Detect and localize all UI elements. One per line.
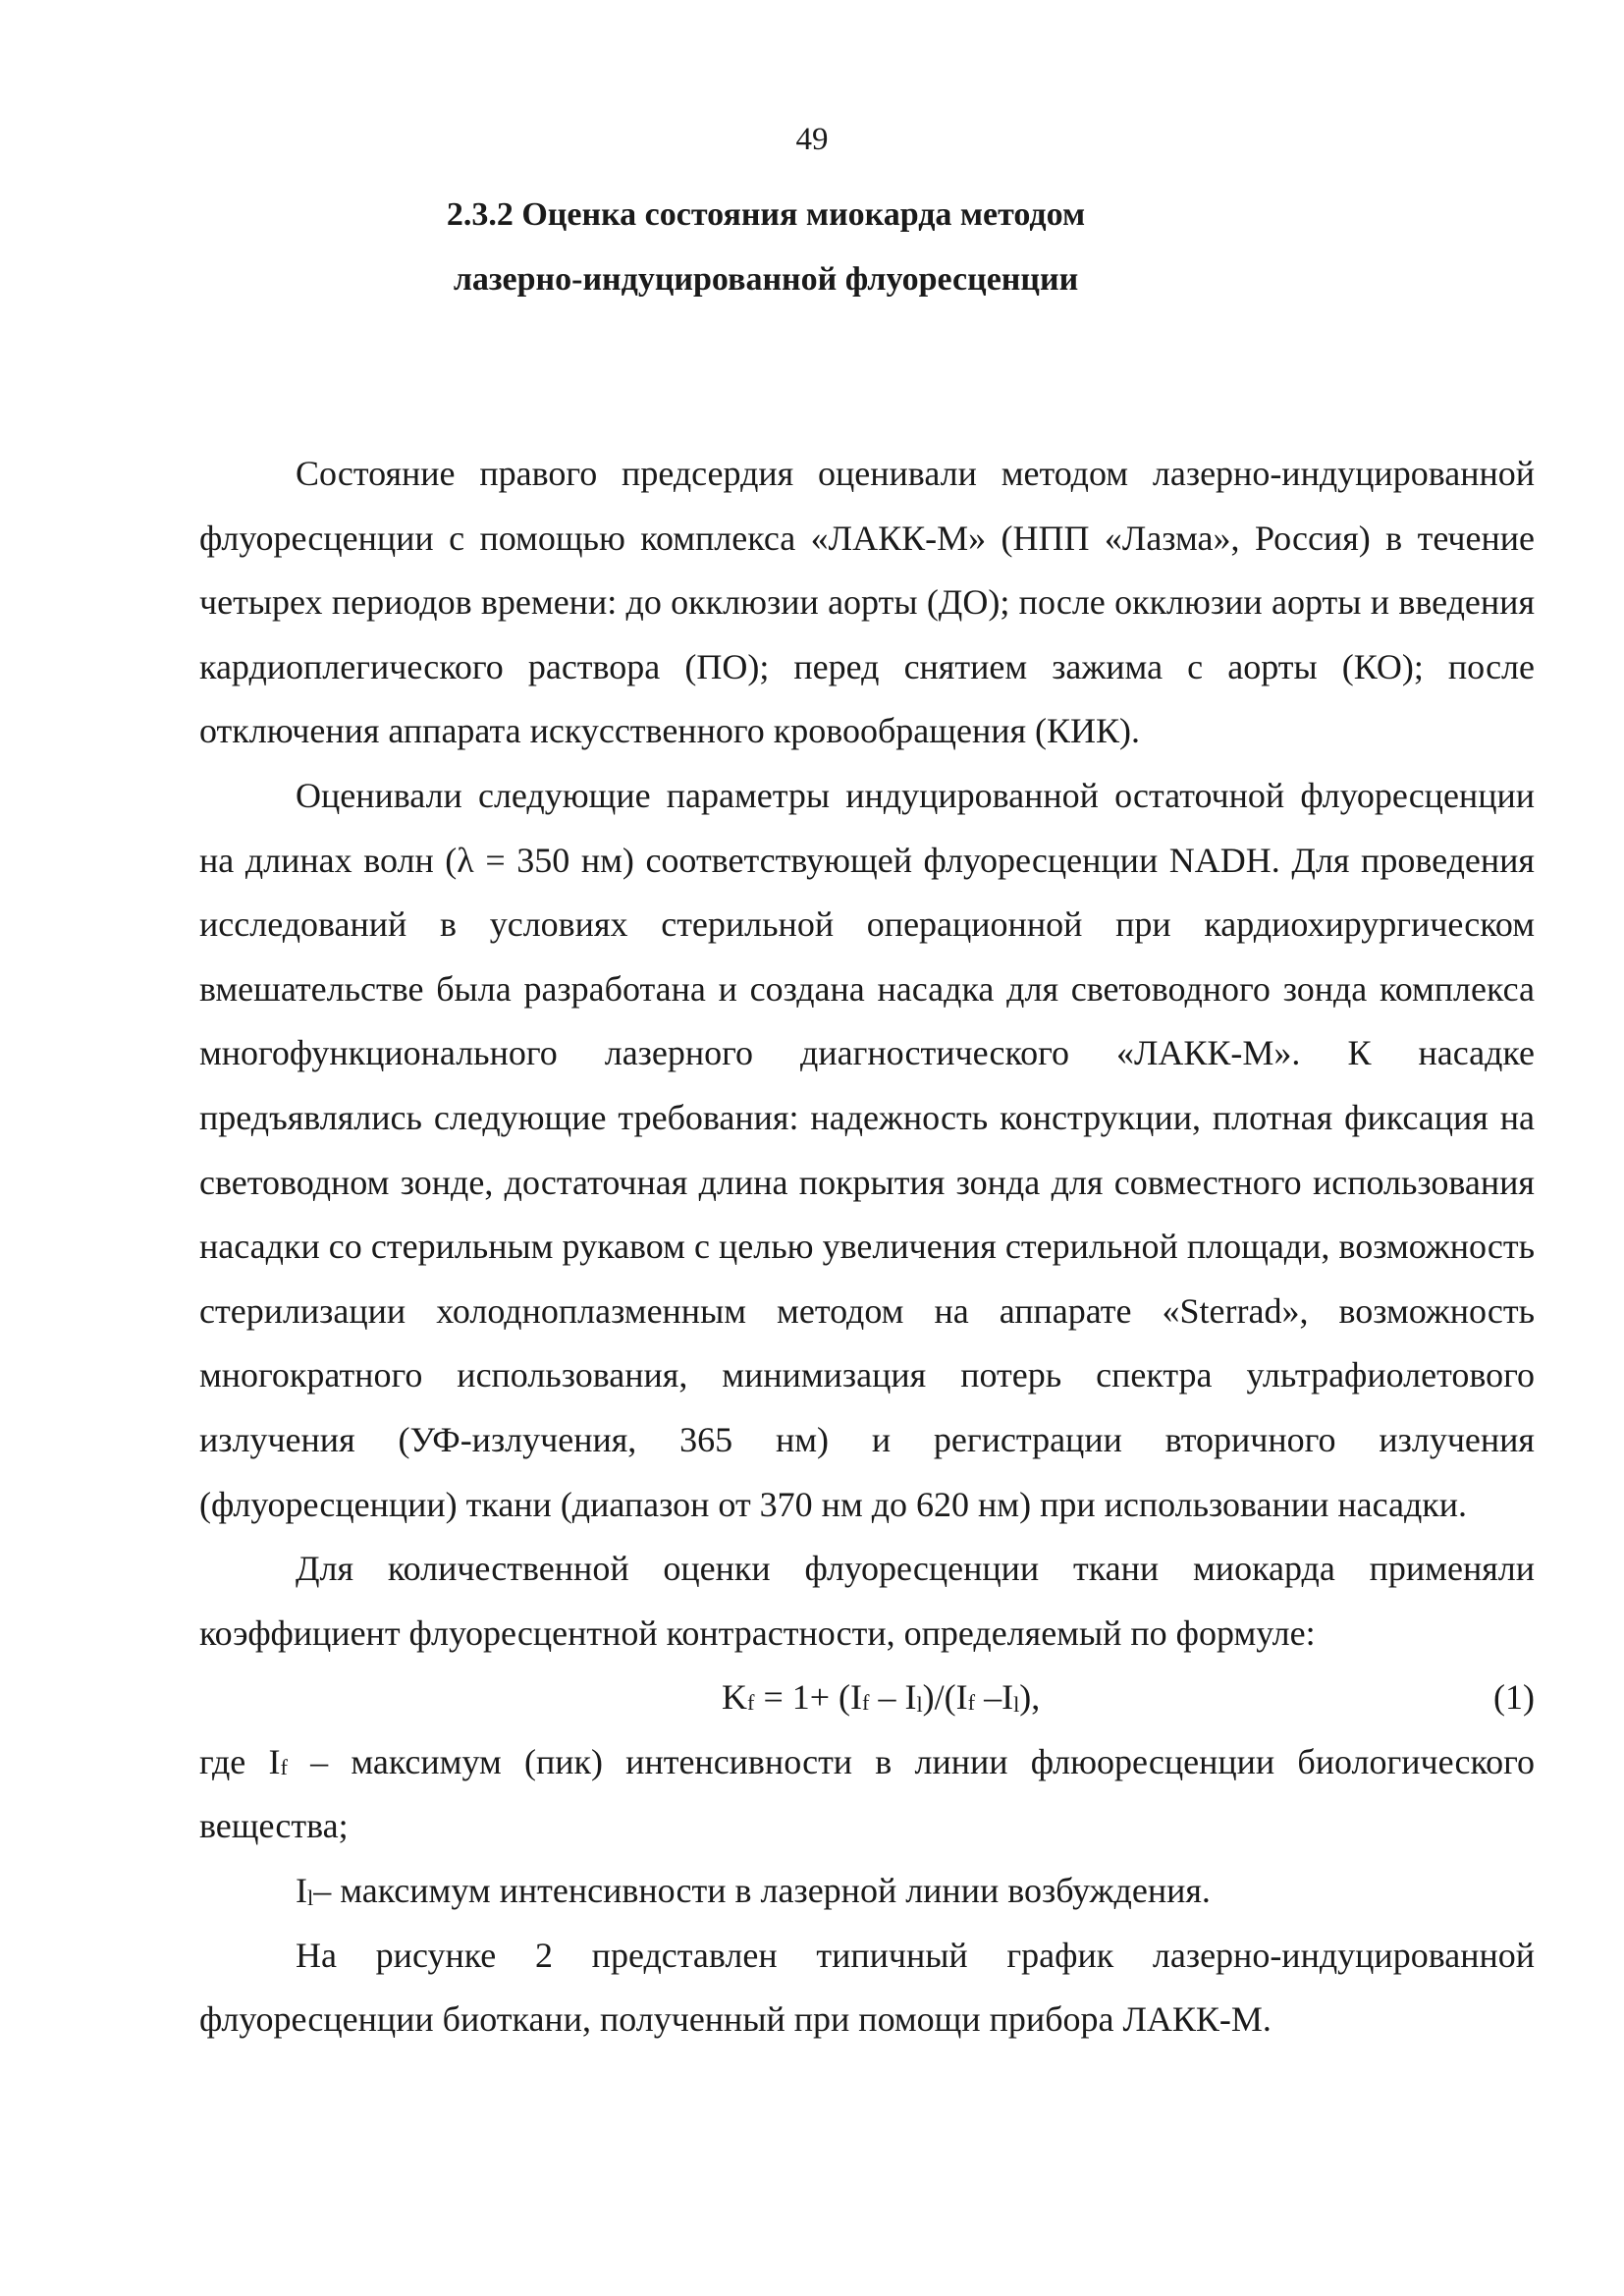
paragraph-il: $I_l-$ максимум интенсивности в лазерной линии возбуждения. [296, 1871, 1211, 1911]
paragraph-where-if: где $I_f$ – максимум (пик) интенсивности в линии флюоресценции биологического вещества; [199, 1741, 1535, 1846]
formula-number: (1) [1493, 1677, 1535, 1718]
paragraph-lif-assessment: Состояние правого предсердия оценивали методом лазерно-индуцированной флуоресценции с помощью комплекса «ЛАКК-М» (НПП «Лазма», Россия) в течение четырех периодов времени: до окклюзии аорты (ДО); после окклюзии аорты и введения кардиоплегического раствора (ПО); перед снятием зажима с аорты (КО); после отключения аппарата искусственного кровообращения (КИК). [199, 454, 1535, 751]
section-heading-line-2: лазерно-индуцированной флуоресценции [453, 261, 1079, 298]
paragraph-parameters: Оценивали следующие параметры индуцированной остаточной флуоресценции на длинах волн (λ = 350 нм) соответствующей флуоресценции NADH. Для проведения исследований в условиях стерильной операционной при кардиохирургическом вмешательстве была разработана и создана насадка для световодного зонда комплекса многофункционального лазерного диагностического «ЛАКК-М». К насадке предъявлялись следующие требования: надежность конструкции, плотная фиксация на световодном зонде, достаточная длина покрытия зонда для совместного использования насадки со стерильным рукавом с целью увеличения стерильной площади, возможность стерилизации холодноплазменным методом на аппарате «Sterrad», возможность многократного использования, минимизация потерь спектра ультрафиолетового излучения (УФ-излучения, 365 нм) и регистрации вторичного излучения (флуоресценции) ткани (диапазон от 370 нм до 620 нм) при использовании насадки. [199, 775, 1535, 1524]
document-body [199, 442, 1535, 2052]
paragraph-figure-reference: На рисунке 2 представлен типичный график лазерно-индуцированной флуоресценции биоткани, полученный при помощи прибора ЛАКК-М. [199, 1935, 1535, 2040]
formula-line [199, 1666, 1535, 1730]
section-heading [196, 183, 1335, 312]
page-number: 49 [795, 122, 829, 157]
formula: $K_f = 1+ (I_f - I_l)/(I_f$ $-I_l$), [722, 1677, 1041, 1718]
section-heading-line-1: 2.3.2 Оценка состояния миокарда методом [446, 196, 1086, 233]
paragraph-coefficient: Для количественной оценки флуоресценции ткани миокарда применяли коэффициент флуоресцентной контрастности, определяемый по формуле: [199, 1549, 1535, 1653]
